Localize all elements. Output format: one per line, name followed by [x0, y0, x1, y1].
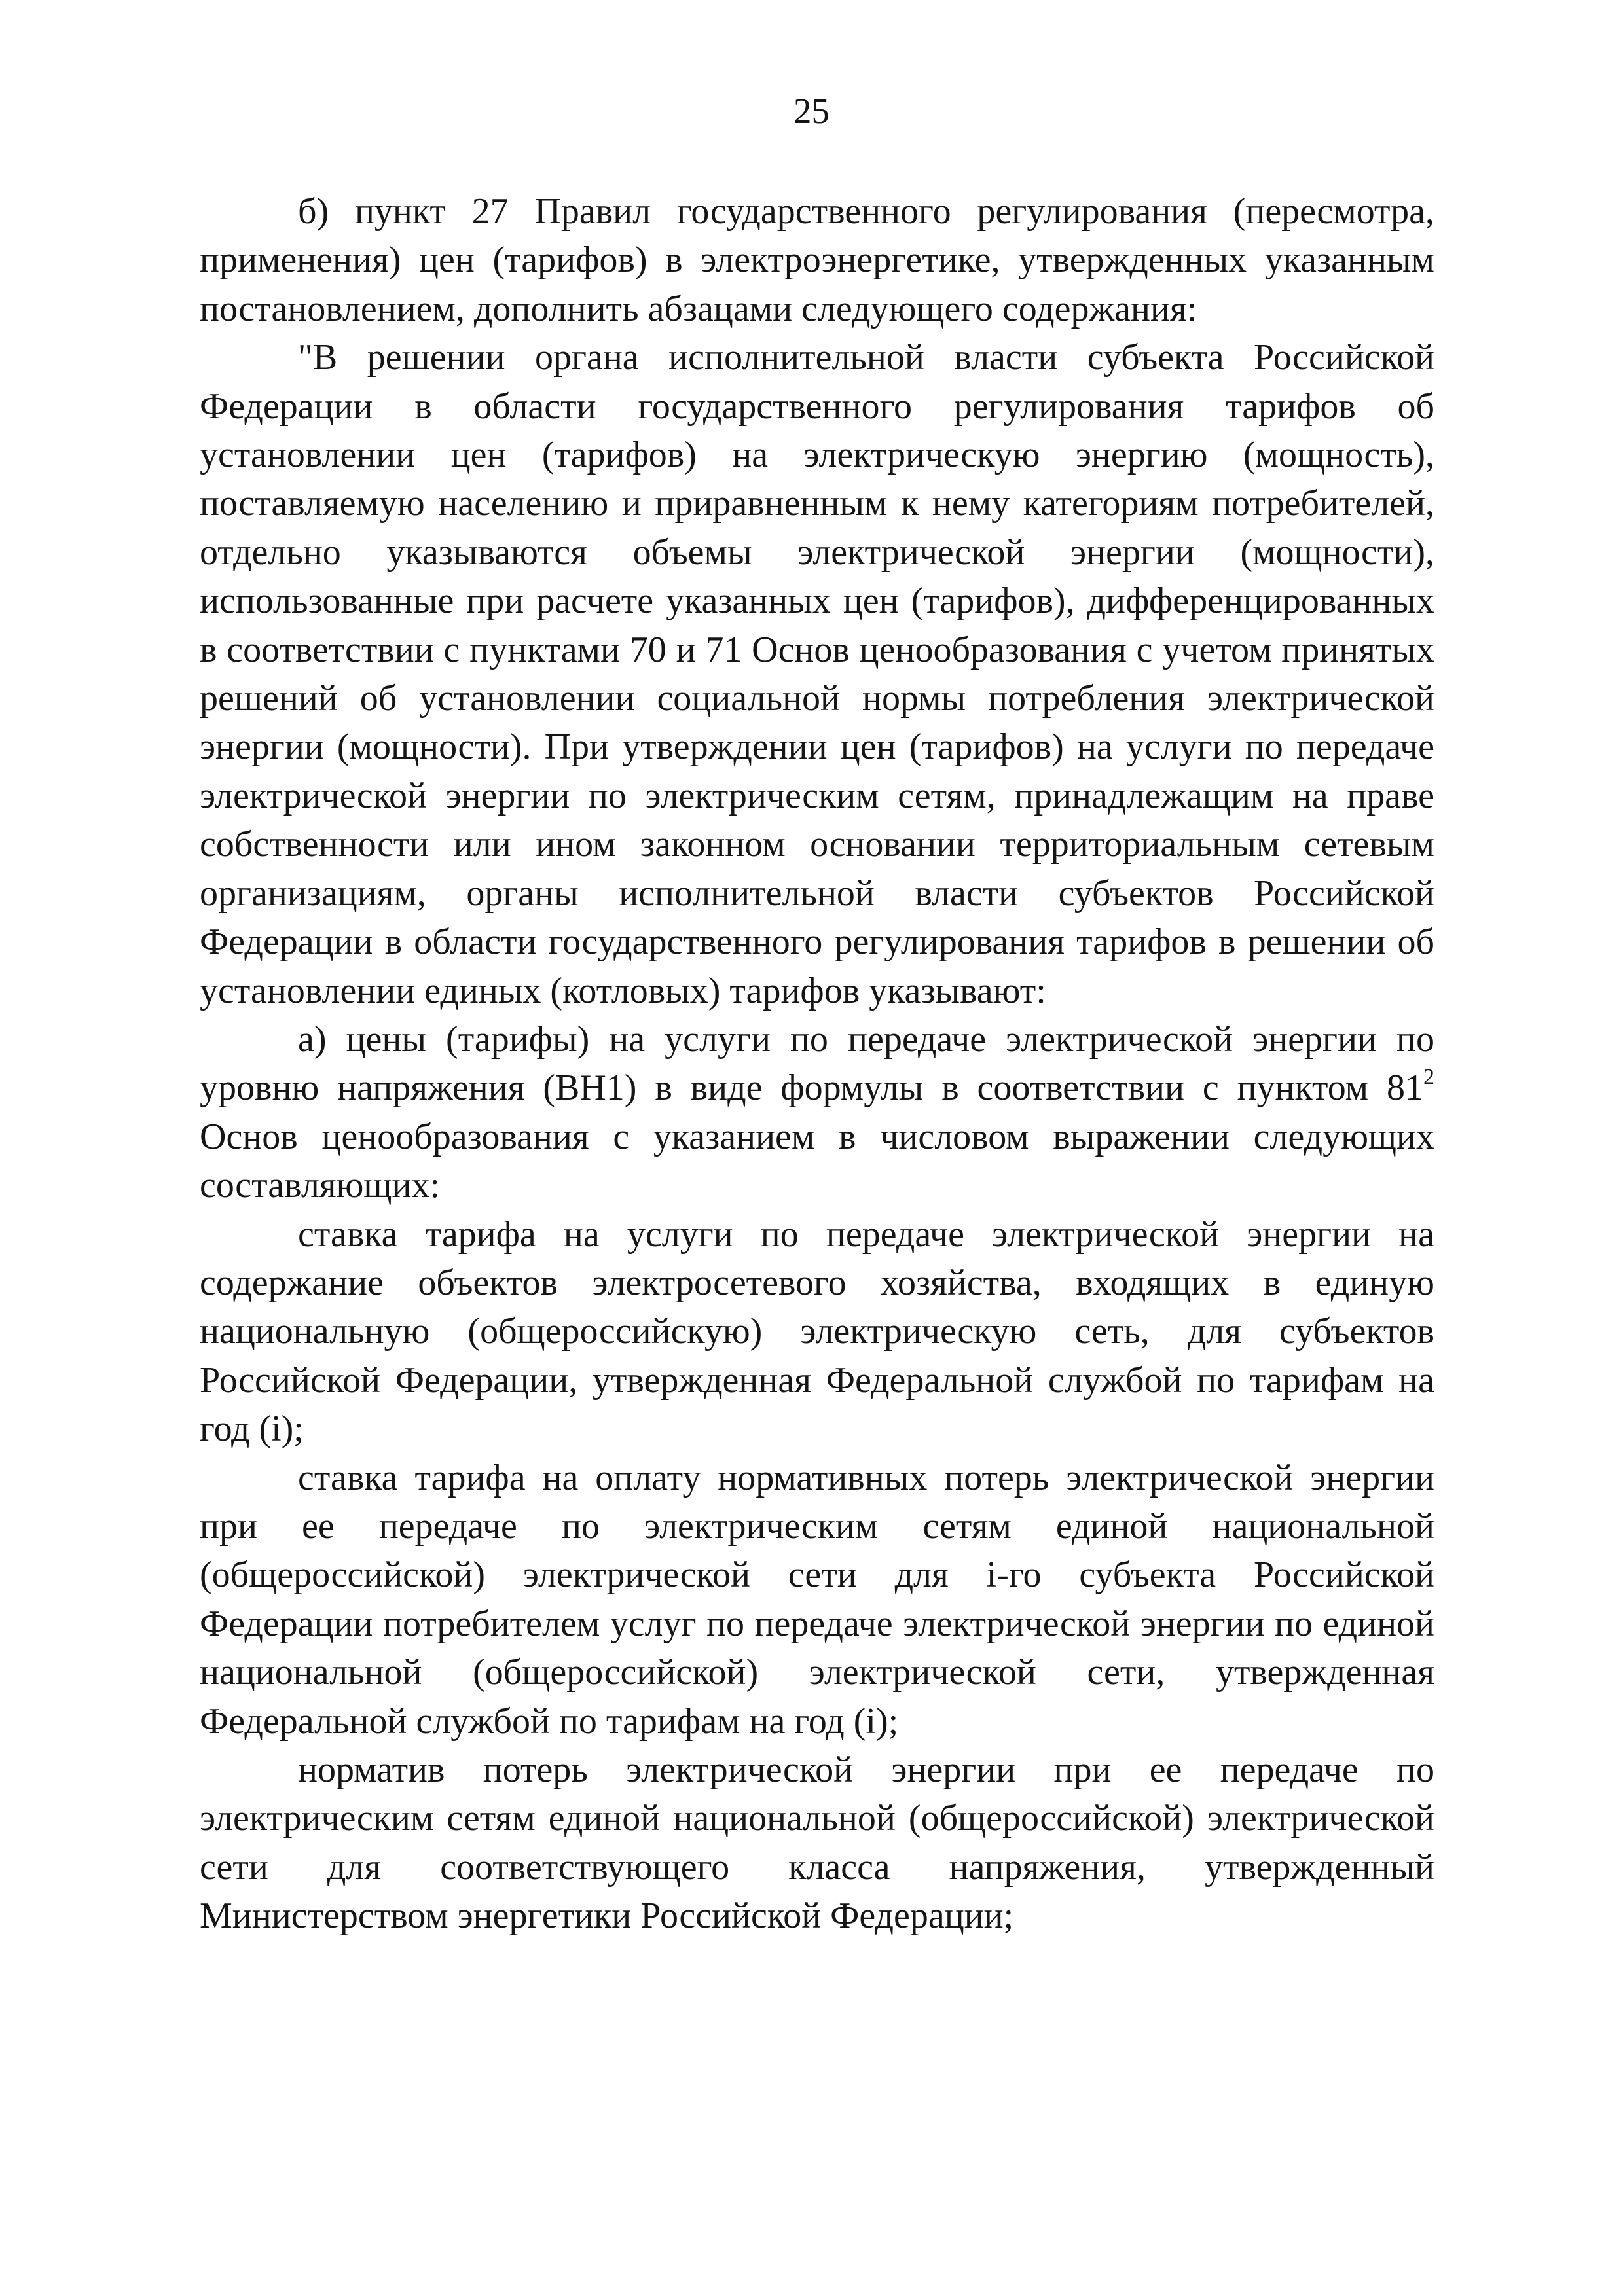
paragraph-loss-standard: норматив потерь электрической энергии при ее передаче по электрическим сетям единой национальной (общероссийской) электрической сети для соответствующего класса напряжения, утвержденный Министерством энергетики Российской Федерации;	[200, 1749, 1434, 1937]
paragraph-item-a-text-after: Основ ценообразования с указанием в числовом выражении следующих составляющих:	[200, 1116, 1434, 1206]
paragraph-amendment-point-27: б) пункт 27 Правил государственного регулирования (пересмотра, применения) цен (тарифов) в электроэнергетике, утвержденных указанным постановлением, дополнить абзацами следующего содержания:	[200, 191, 1434, 329]
document-body	[200, 187, 1434, 1941]
page-number: 25	[793, 91, 830, 131]
paragraph-item-a-text-before: а) цены (тарифы) на услуги по передаче электрической энергии по уровню напряжения (ВН1) в виде формулы в соответствии с пунктом 81	[200, 1018, 1434, 1109]
paragraph-tariff-decision: "В решении органа исполнительной власти субъекта Российской Федерации в области государственного регулирования тарифов об установлении цен (тарифов) на электрическую энергию (мощность), поставляемую населению и приравненным к нему категориям потребителей, отдельно указываются объемы электрической энергии (мощности), использованные при расчете указанных цен (тарифов), дифференцированных в соответствии с пунктами 70 и 71 Основ ценообразования с учетом принятых решений об установлении социальной нормы потребления электрической энергии (мощности). При утверждении цен (тарифов) на услуги по передаче электрической энергии по электрическим сетям, принадлежащим на праве собственности или ином законном основании территориальным сетевым организациям, органы исполнительной власти субъектов Российской Федерации в области государственного регулирования тарифов в решении об установлении единых (котловых) тарифов указывают:	[200, 337, 1434, 1011]
paragraph-item-a	[200, 1015, 1434, 1210]
paragraph-item-a-superscript: 2	[1423, 1065, 1434, 1090]
paragraph-loss-payment-rate: ставка тарифа на оплату нормативных потерь электрической энергии при ее передаче по электрическим сетям единой национальной (общероссийской) электрической сети для i-го субъекта Российской Федерации потребителем услуг по передаче электрической энергии по единой национальной (общероссийской) электрической сети, утвержденная Федеральной службой по тарифам на год (i);	[200, 1457, 1434, 1742]
paragraph-maintenance-rate: ставка тарифа на услуги по передаче электрической энергии на содержание объектов электросетевого хозяйства, входящих в единую национальную (общероссийскую) электрическую сеть, для субъектов Российской Федерации, утвержденная Федеральной службой по тарифам на год (i);	[200, 1213, 1434, 1450]
